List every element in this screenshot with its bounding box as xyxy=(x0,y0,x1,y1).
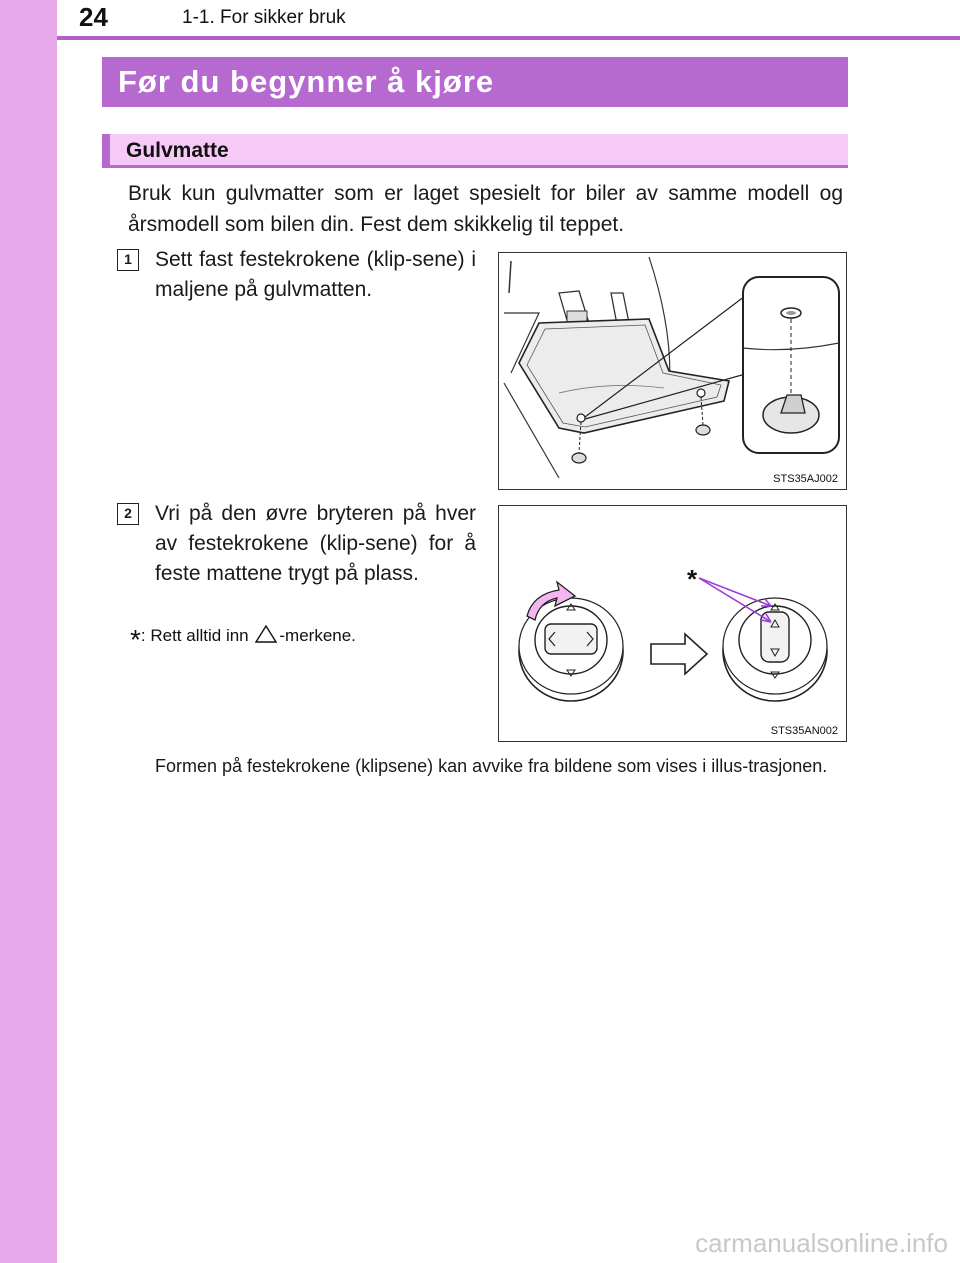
note-suffix: -merkene. xyxy=(279,626,356,645)
floor-mat-illustration xyxy=(499,253,845,488)
step-number-1: 1 xyxy=(117,249,139,271)
breadcrumb: 1-1. For sikker bruk xyxy=(182,7,346,28)
alignment-note xyxy=(130,624,356,656)
figure-floor-mat-hooks xyxy=(498,252,847,490)
watermark-text: carmanualsonline.info xyxy=(695,1228,948,1258)
header-divider xyxy=(57,36,960,40)
figure-code-1: STS35AJ002 xyxy=(773,473,838,485)
asterisk-marker: * xyxy=(130,624,141,655)
intro-paragraph: Bruk kun gulvmatter som er laget spesielt for biler av samme modell og årsmodell som bilen din. Fest dem skikkelig til teppet. xyxy=(128,182,843,236)
step-number-2: 2 xyxy=(117,503,139,525)
figure-hook-rotation xyxy=(498,505,847,742)
subheading-title: Gulvmatte xyxy=(126,139,229,162)
side-strip xyxy=(0,0,57,1263)
hook-rotation-illustration xyxy=(499,506,845,740)
figure-code-2: STS35AN002 xyxy=(770,725,838,737)
subheading-bar xyxy=(102,134,848,168)
footnote: Formen på festekrokene (klipsene) kan avvike fra bildene som vises i illus-trasjonen. xyxy=(155,756,828,776)
step-text-1: Sett fast festekrokene (klip-sene) i maljene på gulvmatten. xyxy=(155,248,476,301)
page-number: 24 xyxy=(79,2,108,32)
note-prefix: : Rett alltid inn xyxy=(140,626,249,645)
svg-text:*: * xyxy=(687,564,698,594)
subheading-accent xyxy=(102,134,110,165)
triangle-mark-icon xyxy=(255,625,277,643)
section-title: Før du begynner å kjøre xyxy=(118,64,495,99)
section-title-bar xyxy=(102,57,848,107)
step-text-2: Vri på den øvre bryteren på hver av festekrokene (klip-sene) for å feste mattene trygt på plass. xyxy=(155,502,476,585)
